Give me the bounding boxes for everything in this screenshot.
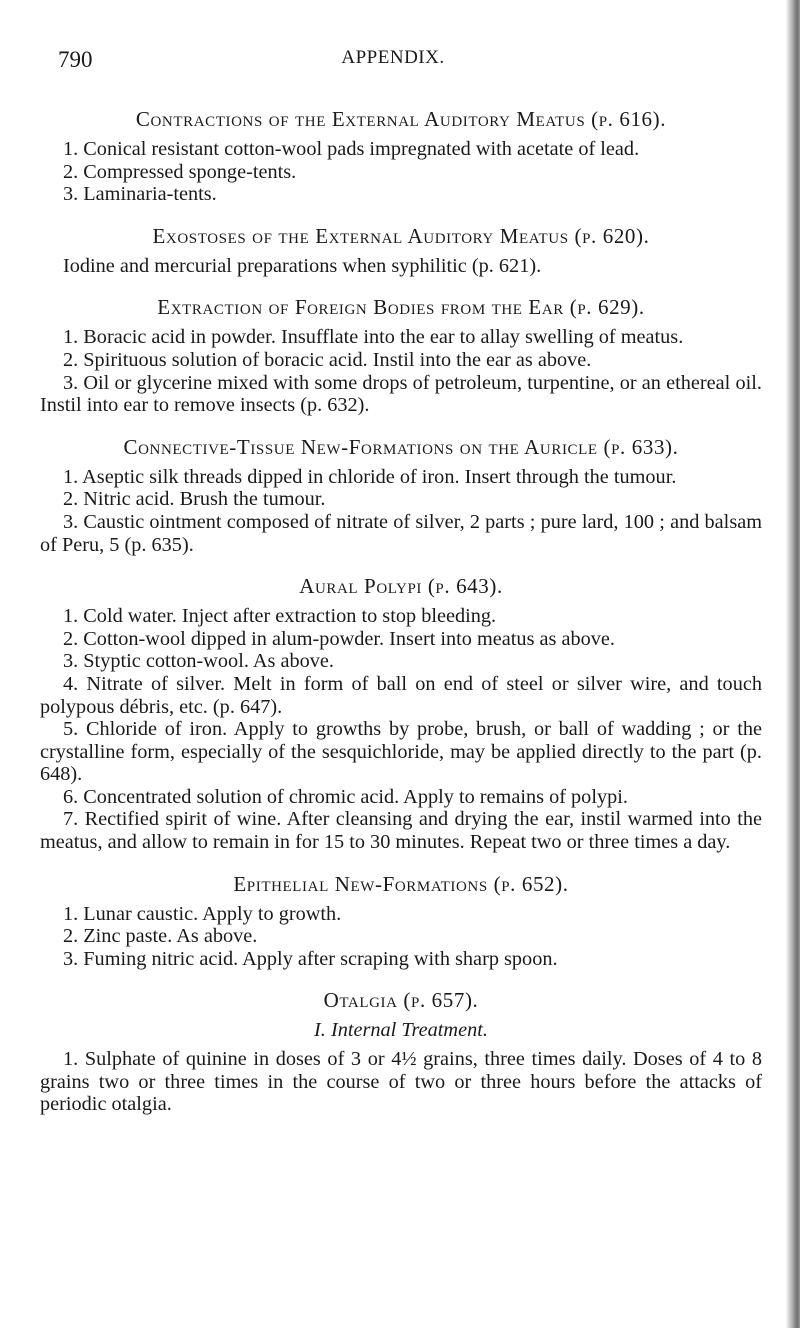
list-item: 1. Lunar caustic. Apply to growth.	[63, 902, 342, 925]
list-item: 2. Compressed sponge-tents.	[63, 160, 297, 183]
section-heading: Exostoses of the External Auditory Meatus (p. 620).	[152, 223, 650, 248]
section-heading: Otalgia (p. 657).	[323, 988, 479, 1013]
list-item: 1. Sulphate of quinine in doses of 3 or 4½ grains, three times daily. Doses of 4 to 8 grains two or three times in the course of two or three hours before the attacks of periodic otalgia.	[40, 1048, 762, 1116]
list-item: 2. Cotton-wool dipped in alum-powder. Insert into meatus as above.	[63, 627, 616, 650]
subsection-heading: I. Internal Treatment.	[314, 1019, 488, 1042]
section-heading: Contractions of the External Auditory Meatus (p. 616).	[135, 107, 667, 131]
list-item: 3. Oil or glycerine mixed with some drops of petroleum, turpentine, or an ethereal oil. Instil into ear to remove insects (p. 632).	[40, 371, 762, 417]
list-item: 6. Concentrated solution of chromic acid. Apply to remains of polypi.	[63, 785, 628, 808]
section-heading: Extraction of Foreign Bodies from the Ear (p. 629).	[157, 295, 645, 320]
list-item: 3. Laminaria-tents.	[63, 183, 217, 206]
page-edge-shadow	[786, 0, 800, 1328]
section-heading: Epithelial New-Formations (p. 652).	[233, 871, 569, 896]
list-item: 1. Cold water. Inject after extraction to stop bleeding.	[63, 605, 497, 628]
running-head: APPENDIX.	[341, 47, 445, 68]
page-number: 790	[58, 47, 93, 72]
section-heading: Connective-Tissue New-Formations on the Auricle (p. 633).	[123, 434, 679, 459]
list-item: 3. Styptic cotton-wool. As above.	[63, 650, 334, 673]
list-item: 3. Fuming nitric acid. Apply after scraping with sharp spoon.	[63, 947, 558, 970]
list-item: 2. Spirituous solution of boracic acid. Instil into the ear as above.	[63, 348, 592, 371]
list-item: 7. Rectified spirit of wine. After cleansing and drying the ear, instil warmed into the meatus, and allow to remain in for 15 to 30 minutes. Repeat two or three times a day.	[40, 808, 762, 854]
list-item: 2. Nitric acid. Brush the tumour.	[63, 488, 326, 511]
list-item: 1. Conical resistant cotton-wool pads impregnated with acetate of lead.	[63, 138, 640, 160]
list-item: 3. Caustic ointment composed of nitrate of silver, 2 parts ; pure lard, 100 ; and balsam of Peru, 5 (p. 635).	[40, 510, 762, 556]
list-item: 1. Boracic acid in powder. Insufflate into the ear to allay swelling of meatus.	[63, 326, 684, 349]
list-item: 4. Nitrate of silver. Melt in form of ball on end of steel or silver wire, and touch polypous débris, etc. (p. 647).	[40, 672, 762, 718]
section-heading: Aural Polypi (p. 643).	[299, 574, 503, 599]
list-item: Iodine and mercurial preparations when syphilitic (p. 621).	[63, 254, 542, 277]
list-item: 5. Chloride of iron. Apply to growths by probe, brush, or ball of wadding ; or the crystalline form, especially of the sesquichloride, may be applied directly to the part (p. 648).	[40, 718, 762, 786]
list-item: 1. Aseptic silk threads dipped in chloride of iron. Insert through the tumour.	[63, 465, 677, 488]
page-body	[40, 107, 762, 1116]
list-item: 2. Zinc paste. As above.	[63, 925, 258, 948]
